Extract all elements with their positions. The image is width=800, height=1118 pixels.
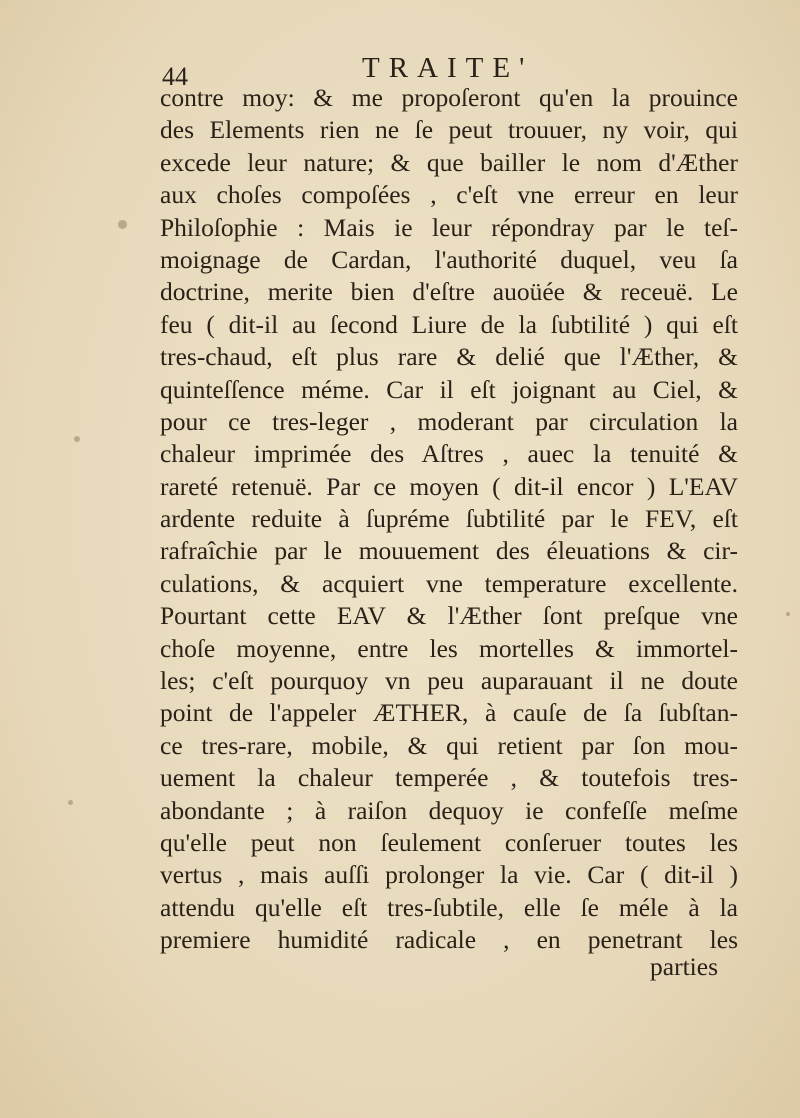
text-line: des Elements rien ne ſe peut trouuer, ny voir, qui	[160, 115, 738, 145]
text-line: vertus , mais auſſi prolonger la vie. Car ( dit-il )	[160, 860, 738, 890]
text-line: chaleur imprimée des Aſtres , auec la tenuité &	[160, 439, 738, 469]
text-line: quinteſſence méme. Car il eſt joignant au Ciel, &	[160, 374, 738, 404]
text-line: doctrine, merite bien d'eſtre auoüée & receuë. Le	[160, 277, 738, 307]
paper-speck	[118, 220, 127, 229]
text-line: choſe moyenne, entre les mortelles & immortel-	[160, 633, 738, 663]
text-line: premiere humidité radicale , en penetrant les	[160, 925, 738, 955]
text-line: Pourtant cette EAV & l'Æther ſont preſque vne	[160, 601, 738, 631]
text-line: contre moy: & me propoſeront qu'en la prouince	[160, 83, 738, 112]
text-line: rafraîchie par le mouuement des éleuations & cir-	[160, 536, 738, 566]
text-line: Philoſophie : Mais ie leur répondray par le teſ-	[160, 212, 738, 242]
text-line: abondante ; à raiſon dequoy ie confeſſe meſme	[160, 795, 738, 825]
body-text	[160, 82, 738, 957]
text-line: rareté retenuë. Par ce moyen ( dit-il encor ) L'EAV	[160, 471, 738, 501]
text-line: feu ( dit-il au ſecond Liure de la ſubtilité ) qui eſt	[160, 309, 738, 339]
catchword: parties	[650, 952, 718, 981]
text-line: culations, & acquiert vne temperature excellente.	[160, 568, 738, 598]
text-line: aux choſes compoſées , c'eſt vne erreur en leur	[160, 180, 738, 210]
text-line: ce tres-rare, mobile, & qui retient par ſon mou-	[160, 730, 738, 760]
text-line: ardente reduite à ſupréme ſubtilité par le FEV, eſt	[160, 504, 738, 534]
text-line: les; c'eſt pourquoy vn peu auparauant il ne doute	[160, 666, 738, 696]
page-number: 44	[162, 62, 188, 91]
text-line: pour ce tres-leger , moderant par circulation la	[160, 406, 738, 436]
text-line: qu'elle peut non ſeulement conſeruer toutes les	[160, 827, 738, 857]
text-line: point de l'appeler ÆTHER, à cauſe de ſa ſubſtan-	[160, 698, 738, 728]
paper-speck	[74, 436, 80, 442]
paper-speck	[68, 800, 73, 805]
text-line: moignage de Cardan, l'authorité duquel, veu ſa	[160, 244, 738, 274]
paper-speck	[786, 612, 790, 616]
text-line: excede leur nature; & que bailler le nom d'Æther	[160, 147, 738, 177]
text-line: attendu qu'elle eſt tres-ſubtile, elle ſe méle à la	[160, 892, 738, 922]
running-title: TRAITE'	[362, 52, 534, 84]
text-line: uement la chaleur temperée , & toutefois tres-	[160, 763, 738, 793]
text-line: tres-chaud, eſt plus rare & delié que l'Æther, &	[160, 342, 738, 372]
